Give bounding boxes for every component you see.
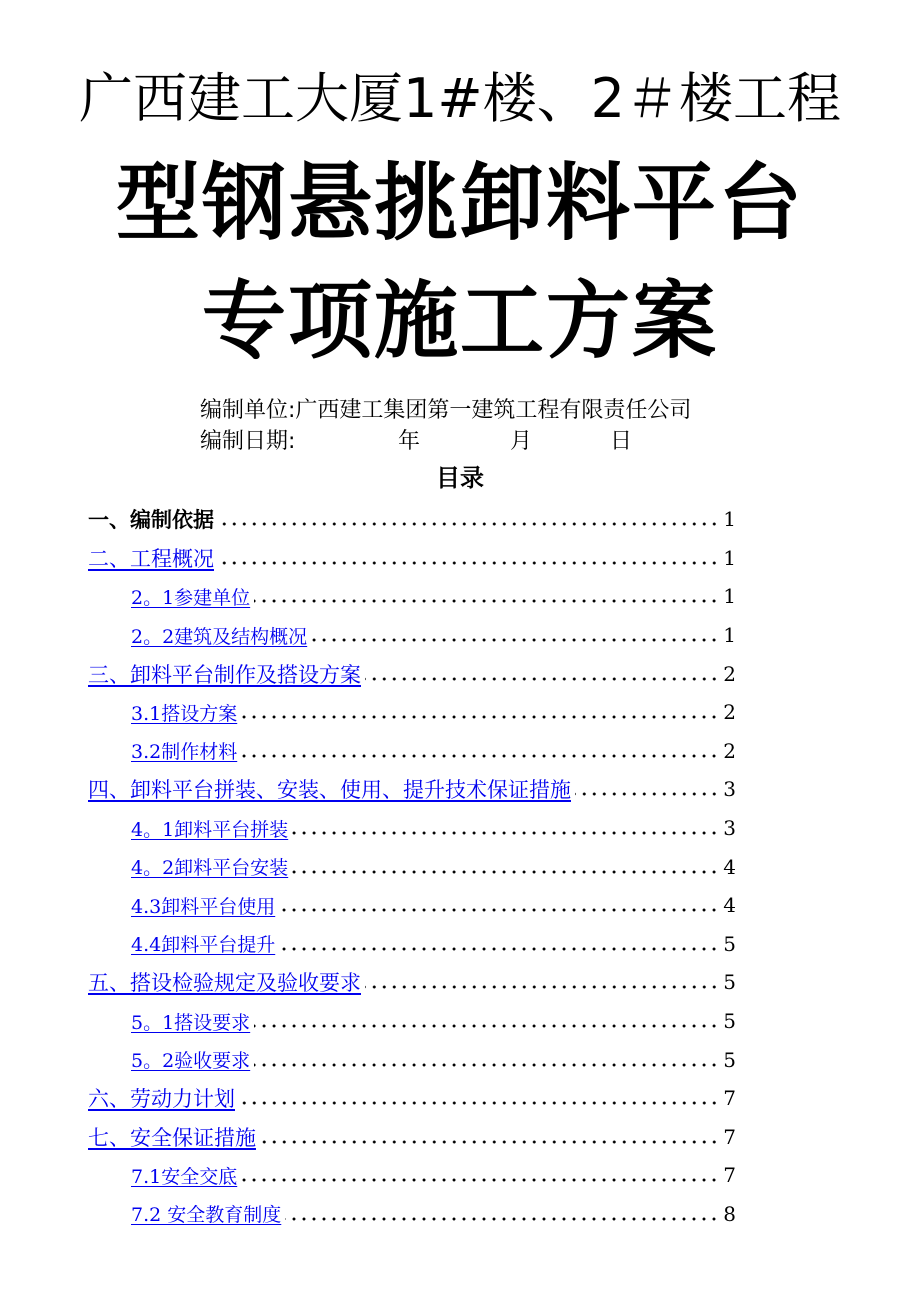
toc-entry-page: 2: [723, 661, 736, 686]
cover-title-line-1: 型钢悬挑卸料平台: [115, 154, 804, 252]
toc-leader-dots: [218, 521, 719, 527]
toc-entry[interactable]: [88, 732, 736, 771]
toc-leader-dots: [292, 830, 719, 836]
date-year: 年: [398, 429, 421, 454]
toc-entry-label[interactable]: 4。1卸料平台拼装: [131, 818, 289, 841]
toc-leader-dots: [285, 1216, 719, 1222]
toc-leader-dots: [218, 560, 719, 566]
toc-entry[interactable]: [88, 886, 736, 925]
toc-entry[interactable]: [88, 693, 736, 732]
toc-entry-label[interactable]: 5。1搭设要求: [131, 1011, 251, 1034]
compiling-organization: 编制单位:广西建工集团第一建筑工程有限责任公司: [200, 398, 692, 423]
toc-entry-page: 1: [723, 623, 736, 648]
toc-leader-dots: [279, 907, 719, 913]
toc-entry-page: 5: [723, 931, 736, 956]
toc-leader-dots: [365, 984, 719, 990]
toc-entry[interactable]: [88, 616, 736, 655]
toc-entry-page: 1: [723, 507, 736, 532]
toc-entry-label[interactable]: 2。2建筑及结构概况: [131, 625, 308, 648]
toc-entry-label[interactable]: 七、安全保证措施: [88, 1125, 256, 1150]
toc-entry-label[interactable]: 三、卸料平台制作及搭设方案: [88, 662, 361, 687]
cover-project-name: 广西建工大厦1#楼、2＃楼工程: [79, 67, 841, 130]
toc-entry[interactable]: [88, 577, 736, 616]
toc-entry-label[interactable]: 5。2验收要求: [131, 1050, 251, 1073]
toc-entry[interactable]: [88, 1040, 736, 1079]
toc-leader-dots: [260, 1139, 719, 1145]
toc-entry-label[interactable]: 四、卸料平台拼装、安装、使用、提升技术保证措施: [88, 778, 571, 803]
toc-entry-page: 5: [723, 970, 736, 995]
toc-entry[interactable]: [88, 809, 736, 848]
toc-entry: [88, 500, 736, 539]
toc-entry-page: 1: [723, 584, 736, 609]
toc-leader-dots: [254, 1023, 719, 1029]
compiling-date-label: 编制日期:: [200, 429, 296, 454]
toc-entry-page: 5: [723, 1047, 736, 1072]
toc-title: 目录: [436, 464, 484, 492]
toc-leader-dots: [239, 1100, 719, 1106]
toc-entry-page: 2: [723, 700, 736, 725]
cover-title-line-2: 专项施工方案: [201, 272, 718, 370]
toc-entry[interactable]: [88, 1118, 736, 1157]
toc-leader-dots: [241, 1177, 719, 1183]
toc-entry-label[interactable]: 7.1安全交底: [131, 1165, 238, 1188]
toc-entry-page: 2: [723, 738, 736, 763]
toc-leader-dots: [254, 598, 719, 604]
toc-entry[interactable]: [88, 770, 736, 809]
toc-entry-page: 3: [723, 816, 736, 841]
toc-entry-page: 7: [723, 1163, 736, 1188]
toc-entry-label[interactable]: 2。1参建单位: [131, 586, 251, 609]
toc-leader-dots: [241, 714, 719, 720]
date-month: 月: [510, 429, 533, 454]
toc-entry-label[interactable]: 3.2制作材料: [131, 741, 238, 764]
toc-entry[interactable]: [88, 963, 736, 1002]
toc-entry-label[interactable]: 3.1搭设方案: [131, 702, 238, 725]
toc-entry-page: 8: [723, 1201, 736, 1226]
toc-entry-label[interactable]: 五、搭设检验规定及验收要求: [88, 971, 361, 996]
toc-entry-page: 1: [723, 545, 736, 570]
toc-entry[interactable]: [88, 1156, 736, 1195]
date-day: 日: [610, 429, 633, 454]
toc-leader-dots: [241, 753, 719, 759]
toc-entry[interactable]: [88, 847, 736, 886]
compiling-date: [200, 427, 633, 457]
toc-entry-label[interactable]: 4.4卸料平台提升: [131, 934, 276, 957]
toc-leader-dots: [575, 791, 719, 797]
toc-entry-label[interactable]: 4.3卸料平台使用: [131, 895, 276, 918]
toc-entry-label[interactable]: 4。2卸料平台安装: [131, 857, 289, 880]
toc-entry-label[interactable]: 7.2 安全教育制度: [131, 1204, 282, 1227]
toc-entry[interactable]: [88, 654, 736, 693]
toc-leader-dots: [365, 676, 719, 682]
table-of-contents: [88, 500, 736, 1233]
toc-entry[interactable]: [88, 1002, 736, 1041]
toc-entry-label[interactable]: 二、工程概况: [88, 546, 214, 571]
toc-entry-page: 4: [723, 893, 736, 918]
toc-leader-dots: [311, 637, 719, 643]
toc-entry-page: 7: [723, 1086, 736, 1111]
toc-entry-page: 4: [723, 854, 736, 879]
toc-entry-page: 7: [723, 1124, 736, 1149]
toc-entry[interactable]: [88, 1195, 736, 1234]
toc-entry[interactable]: [88, 539, 736, 578]
toc-leader-dots: [279, 946, 719, 952]
toc-entry-page: 3: [723, 777, 736, 802]
toc-leader-dots: [292, 869, 719, 875]
toc-entry-page: 5: [723, 1009, 736, 1034]
toc-leader-dots: [254, 1062, 719, 1068]
toc-entry[interactable]: [88, 925, 736, 964]
toc-entry-label[interactable]: 六、劳动力计划: [88, 1087, 235, 1112]
toc-entry[interactable]: [88, 1079, 736, 1118]
toc-entry-label: 一、编制依据: [88, 507, 214, 533]
